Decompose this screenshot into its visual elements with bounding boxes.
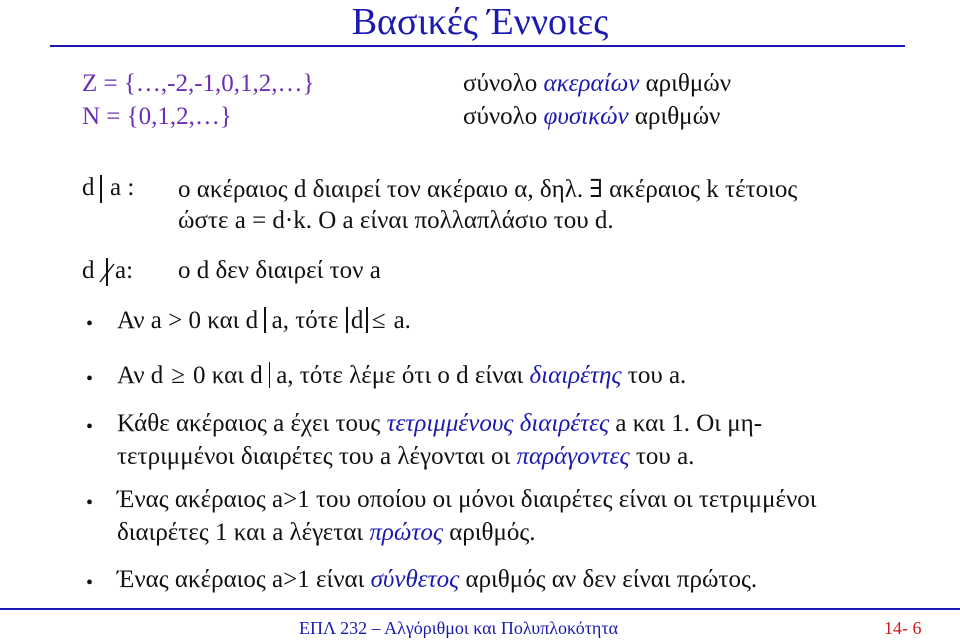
bullet-5-marker: • bbox=[86, 572, 94, 594]
divides-definition-line1: ο ακέραιος d διαιρεί τον ακέραιο α, δηλ. ∃ ακέραιος k τέτοιος bbox=[178, 176, 798, 203]
title-underline bbox=[50, 45, 905, 47]
bullet-1-bar-a bbox=[264, 307, 266, 333]
bullet-3-l1-post: a και 1. Οι μη- bbox=[609, 410, 763, 437]
set-z-description bbox=[463, 70, 731, 98]
bullet-2-post1: a, τότε λέμε ότι ο d είναι bbox=[276, 362, 530, 389]
bullet-4-l2-pre: διαιρέτες 1 και a λέγεται bbox=[117, 519, 370, 546]
bullet-3-marker: • bbox=[86, 416, 94, 438]
bullet-3-l1-emphasis: τετριμμένους διαιρέτες bbox=[386, 410, 610, 437]
divides-lhs-a: a : bbox=[110, 174, 135, 201]
bullet-3-l1-pre: Κάθε ακέραιος a έχει τους bbox=[117, 410, 387, 437]
bullet-2-marker: • bbox=[86, 368, 94, 390]
set-z-desc-emphasis: ακεραίων bbox=[543, 70, 640, 97]
set-n-desc-pre: σύνολο bbox=[463, 103, 544, 130]
divides-bar bbox=[100, 175, 102, 203]
set-z-desc-post: αριθμών bbox=[639, 70, 732, 97]
bullet-1-text bbox=[117, 307, 411, 335]
divides-lhs-d: d bbox=[82, 174, 95, 201]
bullet-5-pre: Ένας ακέραιος a>1 είναι bbox=[117, 566, 371, 593]
bullet-3-line1 bbox=[117, 410, 762, 438]
bullet-1-pre: Αν a > 0 και d bbox=[117, 307, 259, 334]
bullet-2-pre: Αν d bbox=[117, 362, 164, 389]
footer-rule bbox=[0, 608, 960, 610]
bullet-4-marker: • bbox=[86, 492, 94, 514]
notdiv-definition: ο d δεν διαιρεί τον a bbox=[178, 257, 381, 284]
bullet-1-leq-symbol: ≤ bbox=[371, 307, 386, 334]
bullet-5-post: αριθμός αν δεν είναι πρώτος. bbox=[459, 566, 758, 593]
divides-definition-line2: ώστε a = d·k. O a είναι πολλαπλάσιο του d. bbox=[178, 207, 614, 234]
bullet-4-line1: Ένας ακέραιος a>1 του οποίου οι μόνοι διαιρέτες είναι οι τετριμμένοι bbox=[117, 486, 817, 513]
bullet-2-mid: 0 και d bbox=[193, 362, 263, 389]
set-n-description bbox=[463, 103, 720, 131]
bullet-2-geq-symbol: ≥ bbox=[171, 362, 185, 389]
notdiv-lhs-d: d bbox=[82, 257, 95, 284]
footer-page-number: 14- 6 bbox=[884, 618, 922, 638]
bullet-1-d: d bbox=[350, 307, 364, 334]
bullet-4-l2-emphasis: πρώτος bbox=[369, 519, 443, 546]
bullet-5-text bbox=[117, 566, 757, 594]
notdiv-lhs-a: a: bbox=[115, 257, 134, 284]
bullet-1-bar-c bbox=[366, 307, 368, 333]
bullet-2-text bbox=[117, 362, 686, 390]
bullet-2-bar bbox=[269, 362, 271, 388]
bullet-3-l2-pre: τετριμμένοι διαιρέτες του a λέγονται οι bbox=[117, 443, 517, 470]
bullet-1-post: a. bbox=[393, 307, 411, 334]
set-z-expression: Z = {…,-2,-1,0,1,2,…} bbox=[82, 70, 315, 97]
bullet-1-mid: a, τότε bbox=[271, 307, 339, 334]
set-n-desc-post: αριθμών bbox=[628, 103, 721, 130]
slide-title: Βασικές Έννοιες bbox=[351, 1, 609, 43]
bullet-3-line2 bbox=[117, 443, 694, 471]
bullet-3-l2-emphasis: παράγοντες bbox=[516, 443, 630, 470]
set-n-expression: N = {0,1,2,…} bbox=[82, 103, 232, 130]
bullet-4-l2-post: αριθμός. bbox=[442, 519, 536, 546]
bullet-3-l2-post: του a. bbox=[629, 443, 695, 470]
bullet-4-line2 bbox=[117, 519, 536, 547]
footer-course: ΕΠΛ 232 – Αλγόριθμοι και Πολυπλοκότητα bbox=[299, 618, 619, 638]
set-z-desc-pre: σύνολο bbox=[463, 70, 544, 97]
bullet-2-post2: του a. bbox=[621, 362, 687, 389]
set-n-desc-emphasis: φυσικών bbox=[543, 103, 629, 130]
bullet-2-emphasis: διαιρέτης bbox=[529, 362, 622, 389]
notdiv-slash-icon bbox=[98, 260, 116, 286]
bullet-1-bar-b bbox=[346, 307, 348, 333]
bullet-5-emphasis: σύνθετος bbox=[370, 566, 460, 593]
bullet-1-marker: • bbox=[86, 313, 94, 335]
